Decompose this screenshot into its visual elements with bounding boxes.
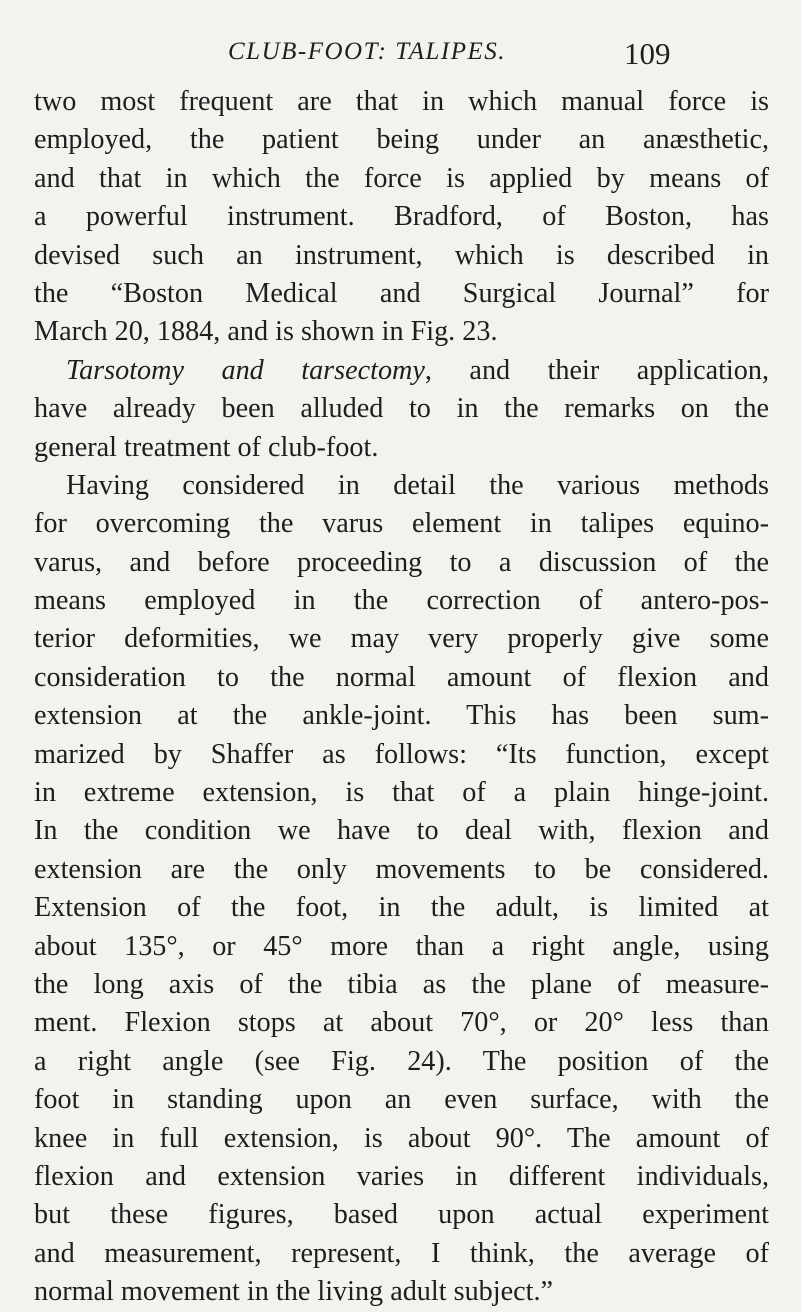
text-line: devised such an instrument, which is described in (34, 239, 769, 271)
text-line: Extension of the foot, in the adult, is limited at (34, 892, 769, 924)
text-line: marized by Shaffer as follows: “Its function, except (34, 738, 769, 770)
text-line: but these figures, based upon actual experiment (34, 1199, 769, 1231)
text-line: March 20, 1884, and is shown in Fig. 23. (34, 316, 498, 348)
page-number: 109 (624, 36, 671, 71)
text-line: means employed in the correction of antero-pos- (34, 585, 769, 617)
text-line: in extreme extension, is that of a plain hinge-joint. (34, 777, 769, 809)
text-line: employed, the patient being under an anæsthetic, (34, 124, 769, 156)
running-head (0, 38, 801, 78)
text-line: varus, and before proceeding to a discussion of the (34, 546, 769, 578)
text-line: the long axis of the tibia as the plane of measure- (34, 968, 769, 1000)
text-line: flexion and extension varies in different individuals, (34, 1160, 769, 1192)
text-line: a right angle (see Fig. 24). The position of the (34, 1045, 769, 1077)
text-line: and that in which the force is applied by means of (34, 162, 769, 194)
text-line: consideration to the normal amount of flexion and (34, 661, 769, 693)
text-line: Having considered in detail the various methods (66, 469, 769, 501)
text-line: foot in standing upon an even surface, with the (34, 1084, 769, 1116)
text-line: normal movement in the living adult subject.” (34, 1276, 554, 1308)
italic-term: Tarsotomy (66, 354, 185, 386)
text-line: extension are the only movements to be considered. (34, 853, 769, 885)
text-line: terior deformities, we may very properly give some (34, 623, 769, 655)
text-line: general treatment of club-foot. (34, 431, 379, 463)
italic-term: tarsectomy (301, 354, 425, 386)
text-line: extension at the ankle-joint. This has been sum- (34, 700, 769, 732)
text-line: knee in full extension, is about 90°. The amount of (34, 1122, 769, 1154)
text-line: In the condition we have to deal with, flexion and (34, 815, 769, 847)
running-title: CLUB-FOOT: TALIPES. (228, 38, 507, 65)
text-line: about 135°, or 45° more than a right angle, using (34, 930, 769, 962)
text-line: ment. Flexion stops at about 70°, or 20° less than (34, 1007, 769, 1039)
italic-term: and (221, 354, 264, 386)
text-line: a powerful instrument. Bradford, of Boston, has (34, 201, 769, 233)
text-line: for overcoming the varus element in talipes equino- (34, 508, 769, 540)
text-line: the “Boston Medical and Surgical Journal” for (34, 277, 769, 309)
text-line: two most frequent are that in which manual force is (34, 86, 769, 117)
text-line: have already been alluded to in the remarks on the (34, 393, 769, 425)
text-line-italic-start: Tarsotomy and tarsectomy, and their application, (66, 354, 769, 386)
text-line: and measurement, represent, I think, the average of (34, 1237, 769, 1269)
body-text (34, 83, 769, 1312)
